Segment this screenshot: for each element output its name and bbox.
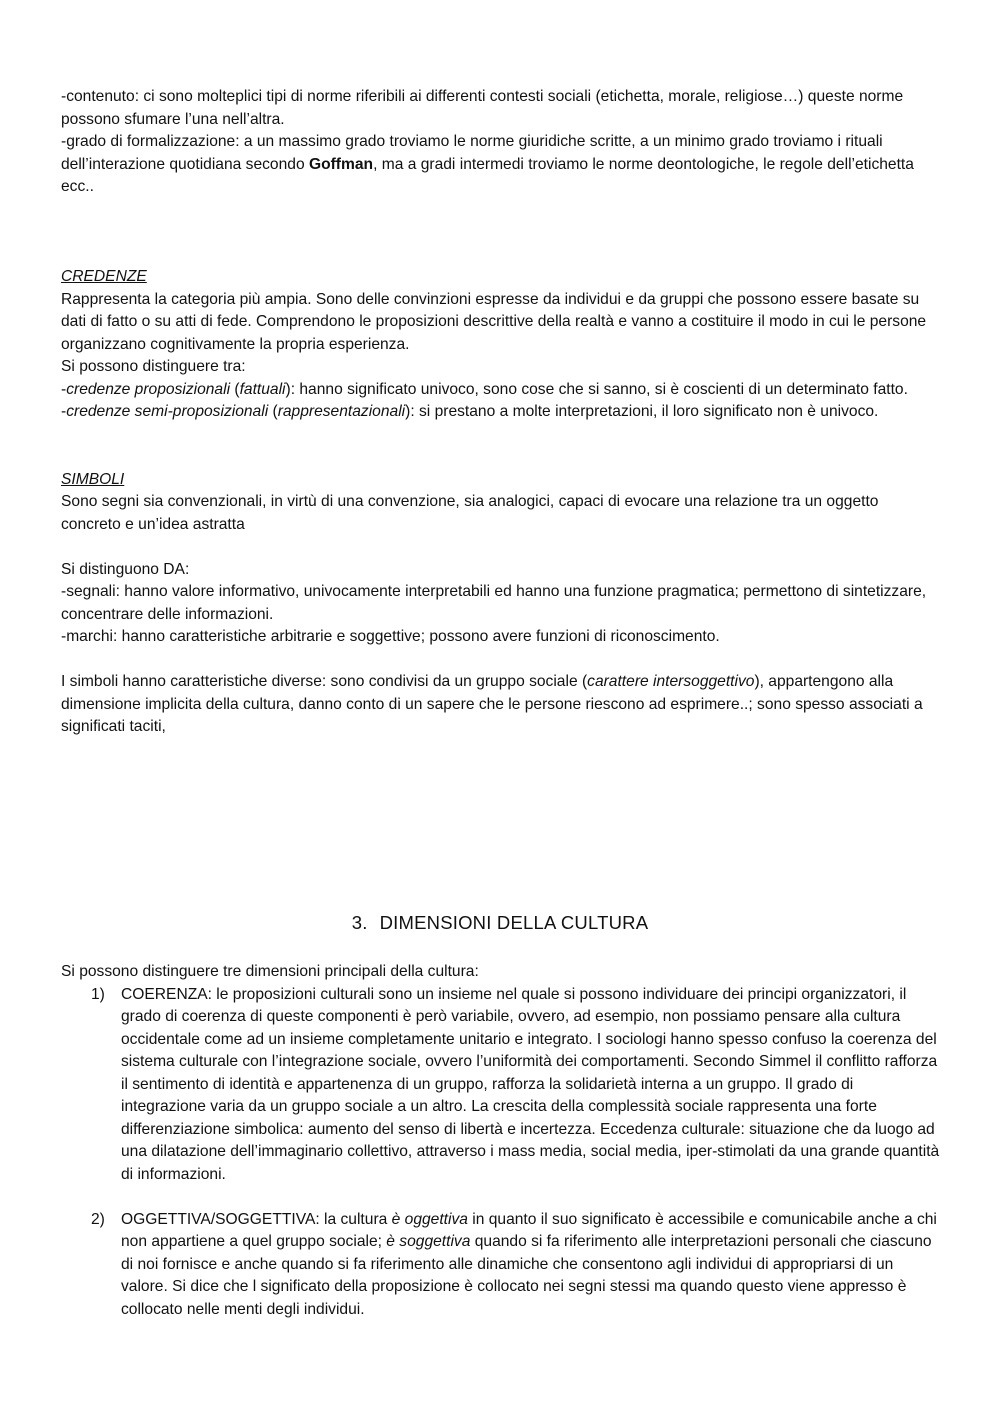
paragraph-credenze-intro: Rappresenta la categoria più ampia. Sono delle convinzioni espresse da individui e da gruppi che possono essere basate su dati di fatto o su atti di fede. Comprendono le proposizioni descrittive della realtà e vanno a costituire il modo in cui le persone organizzano cognitivamente la propria esperienza. (61, 290, 927, 353)
text-span: - (61, 403, 67, 420)
section-body (61, 961, 941, 1321)
list-item-credenze-semi-proposizionali (61, 401, 941, 424)
list-number: 1) (91, 985, 105, 1003)
list-item-segnali: -segnali: hanno valore informativo, univocamente interpretabili ed hanno una funzione pragmatica; permettono di sintetizzare, concentrare delle informazioni. (61, 583, 927, 623)
heading-credenze: CREDENZE (61, 268, 147, 285)
paragraph-simboli-caratteristiche (61, 671, 941, 739)
bold-name-goffman: Goffman (308, 155, 374, 173)
text-span: ( (268, 403, 278, 420)
list-item-credenze-proposizionali (61, 379, 941, 402)
text-span: I simboli hanno caratteristiche diverse: sono condivisi da un gruppo sociale ( (61, 673, 588, 690)
text-span: OGGETTIVA/SOGGETTIVA: la cultura (121, 1210, 392, 1228)
list-item-marchi: -marchi: hanno caratteristiche arbitrarie e soggettive; possono avere funzioni di riconoscimento. (61, 628, 720, 645)
text-span: in quanto il suo significato è accessibile e comunicabile anche a chi non appartiene a quel gruppo sociale; (121, 1210, 937, 1250)
list-number: 2) (91, 1210, 105, 1228)
spacer (61, 199, 941, 244)
term-italic: rappresentazionali (277, 403, 406, 420)
paragraph-simboli-distinguish: Si distinguono DA: (61, 560, 190, 578)
spacer (61, 244, 941, 267)
text-span: ): si prestano a molte interpretazioni, il loro significato non è univoco. (405, 403, 879, 420)
list-item-oggettiva-soggettiva (91, 1209, 941, 1322)
paragraph-dimensioni-intro: Si possono distinguere tre dimensioni principali della cultura: (61, 963, 479, 980)
spacer (61, 1186, 941, 1209)
term-italic: è oggettiva (391, 1210, 468, 1228)
term-italic: è soggettiva (386, 1233, 471, 1250)
section-title-text: DIMENSIONI DELLA CULTURA (379, 912, 649, 933)
text-span: ( (230, 380, 240, 398)
list-item-coerenza (91, 984, 941, 1187)
spacer (61, 424, 941, 469)
text-span: quando si fa riferimento alle interpretazioni personali che ciascuno di noi fornisce e anche quando si fa riferimento alle dinamiche che consentono agli individui di appropriarsi di un valore. Si dice che l significato della proposizione è collocato nei segni stessi ma quando questo viene appresso è collocato nelle menti degli individui. (121, 1233, 932, 1318)
text-span: -grado di formalizzazione: a un massimo grado troviamo le norme giuridiche scritte, a un minimo grado troviamo i rituali dell’interazione quotidiana secondo (61, 133, 883, 173)
term-italic: credenze proposizionali (66, 380, 231, 398)
section-title (0, 912, 1000, 934)
paragraph-credenze-distinguish: Si possono distinguere tra: (61, 358, 246, 375)
term-italic: carattere intersoggettivo (587, 673, 755, 690)
page-body (61, 86, 941, 739)
section-number: 3. (351, 912, 368, 933)
text-span: - (61, 380, 67, 398)
term-italic: credenze semi-proposizionali (66, 403, 269, 420)
text-span: ), appartengono alla dimensione implicita della cultura, danno conto di un sapere che le persone riescono ad esprimere..; sono spesso associati a significati taciti, (61, 673, 923, 735)
list-item-text (121, 1209, 941, 1322)
spacer (61, 536, 941, 559)
paragraph-grado-formalizzazione (61, 131, 941, 199)
text-span: ): hanno significato univoco, sono cose che si sanno, si è coscienti di un determinato fatto. (285, 380, 908, 398)
list-item-text: COERENZA: le proposizioni culturali sono un insieme nel quale si possono individuare dei principi organizzatori, il grado di coerenza di queste componenti è però variabile, ovvero, ad esempio, non possiamo pensare alla cultura occidentale come ad un insieme completamente unitario e integrato. I sociologi hanno spesso confuso la coerenza del sistema culturale con l’integrazione sociale, ovvero l’uniformità dei comportamenti. Secondo Simmel il conflitto rafforza il sentimento di identità e appartenenza di un gruppo, rafforza la solidarietà interna a un gruppo. Il grado di integrazione varia da un gruppo sociale a un altro. La crescita della complessità sociale rappresenta una forte differenziazione simbolica: aumento del senso di libertà e incertezza. Eccedenza culturale: situazione che da luogo ad una dilatazione dell’immaginario collettivo, attraverso i mass media, social media, iper-stimolati da una grande quantità di informazioni. (121, 985, 940, 1183)
paragraph-simboli-intro: Sono segni sia convenzionali, in virtù di una convenzione, sia analogici, capaci di evocare una relazione tra un oggetto concreto e un’idea astratta (61, 493, 879, 533)
paragraph-contenuto: -contenuto: ci sono molteplici tipi di norme riferibili ai differenti contesti sociali (etichetta, morale, religiose…) queste norme possono sfumare l’una nell’altra. (61, 88, 904, 128)
heading-simboli: SIMBOLI (61, 470, 125, 488)
term-italic: fattuali (239, 380, 286, 398)
text-span: , ma a gradi intermedi troviamo le norme deontologiche, le regole dell’etichetta ecc.. (61, 155, 914, 195)
spacer (61, 649, 941, 672)
